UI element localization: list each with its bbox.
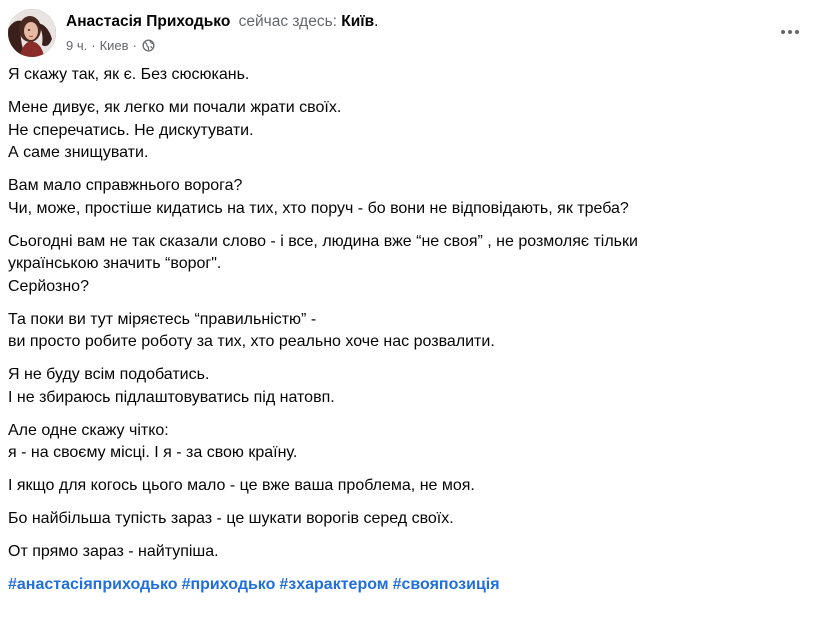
post-paragraph bbox=[8, 175, 798, 220]
post-paragraph bbox=[8, 364, 798, 409]
author-name[interactable]: Анастасія Приходько bbox=[66, 13, 231, 30]
post-text-line: я - на своєму місці. І я - за свою країну. bbox=[8, 444, 298, 461]
post-paragraph bbox=[8, 475, 798, 498]
post-text-line: Не сперечатись. Не дискутувати. bbox=[8, 121, 254, 139]
author-line bbox=[66, 12, 378, 32]
post-header bbox=[8, 8, 806, 60]
post-text-line: Вам мало справжнього ворога? bbox=[8, 177, 243, 194]
post-text-line: Я не буду всім подобатись. bbox=[8, 366, 210, 383]
post-text-line: Але одне скажу чітко: bbox=[8, 421, 169, 439]
location-prefix: сейчас здесь: bbox=[238, 13, 337, 30]
post-paragraph bbox=[8, 309, 798, 354]
post-paragraph bbox=[8, 64, 798, 87]
post-meta bbox=[66, 37, 155, 54]
hashtag-link[interactable]: #свояпозиція bbox=[392, 576, 500, 593]
post-text-line: І якщо для когось цього мало - це вже ваша проблема, не моя. bbox=[8, 477, 475, 494]
location-suffix: . bbox=[374, 13, 379, 30]
post-text-line: Сьогодні вам не так сказали слово - і все, людина вже “не своя” , не розмоляє тільки bbox=[8, 232, 638, 250]
location-name[interactable]: Київ bbox=[341, 13, 375, 30]
post-text-line: ви просто робите роботу за тих, хто реально хоче нас розвалити. bbox=[8, 333, 495, 350]
post-text-line: українською значить “ворог". bbox=[8, 255, 222, 272]
post-text-line: Мене дивує, як легко ми почали жрати своїх. bbox=[8, 99, 342, 116]
hashtag-link[interactable]: #анастасіяприходько bbox=[8, 576, 178, 593]
post-text-line: А саме знищувати. bbox=[8, 144, 149, 161]
hashtag-link[interactable]: #приходько bbox=[181, 576, 276, 593]
post-content bbox=[8, 64, 798, 597]
post-paragraph bbox=[8, 97, 798, 165]
post-paragraph bbox=[8, 541, 798, 564]
meta-separator: · bbox=[91, 38, 96, 53]
post-text-line: Бо найбільша тупість зараз - це шукати ворогів серед своїх. bbox=[8, 510, 454, 527]
post-text-line: Чи, може, простіше кидатись на тих, хто поруч - бо вони не відповідають, як треба? bbox=[8, 199, 629, 217]
post-paragraph bbox=[8, 420, 798, 465]
post-text bbox=[8, 64, 798, 564]
post-text-line: От прямо зараз - найтупіша. bbox=[8, 543, 219, 560]
avatar[interactable] bbox=[8, 9, 56, 57]
post-text-line: Я скажу так, як є. Без сюсюкань. bbox=[8, 66, 250, 83]
post-paragraph bbox=[8, 508, 798, 531]
post-text-line: Та поки ви тут міряєтесь “правильністю” - bbox=[8, 310, 317, 328]
globe-icon[interactable] bbox=[142, 39, 155, 52]
hashtag-list bbox=[8, 574, 798, 597]
post-text-line: І не збираюсь підлаштовуватись під натовп. bbox=[8, 388, 335, 406]
post-text-line: Серйозно? bbox=[8, 277, 89, 295]
post-city[interactable]: Киев bbox=[99, 38, 129, 53]
avatar-image bbox=[8, 9, 56, 57]
more-options-button[interactable] bbox=[774, 16, 806, 48]
hashtag-link[interactable]: #зхарактером bbox=[279, 576, 389, 593]
more-horizontal-icon bbox=[780, 29, 800, 35]
post-time[interactable]: 9 ч. bbox=[66, 38, 88, 53]
post-paragraph bbox=[8, 231, 798, 299]
meta-separator-2: · bbox=[132, 38, 137, 53]
